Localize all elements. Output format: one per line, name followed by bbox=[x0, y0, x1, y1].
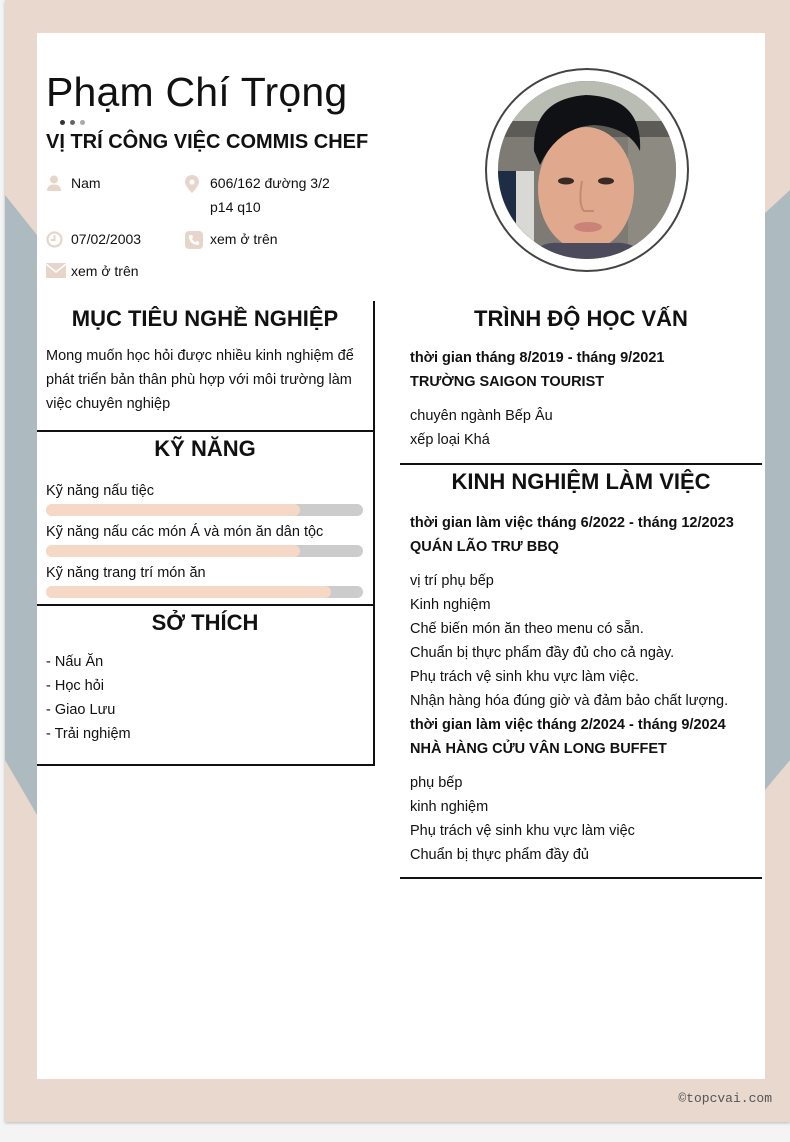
education-school: TRƯỜNG SAIGON TOURIST bbox=[410, 374, 605, 390]
objective-section bbox=[37, 301, 373, 430]
watermark: ©topcvai.com bbox=[678, 1091, 772, 1106]
avatar bbox=[498, 81, 676, 259]
divider bbox=[37, 764, 375, 766]
dot bbox=[80, 120, 85, 125]
education-title: TRÌNH ĐỘ HỌC VẤN bbox=[474, 306, 688, 331]
experience-title: KINH NGHIỆM LÀM VIỆC bbox=[451, 469, 711, 494]
candidate-name: Phạm Chí Trọng bbox=[46, 69, 348, 115]
hobby-item: - Giao Lưu bbox=[46, 702, 116, 718]
skill-progress-bar bbox=[46, 504, 363, 516]
cv-page bbox=[5, 0, 790, 1122]
decor-dots bbox=[60, 120, 85, 125]
contact-email bbox=[46, 259, 139, 283]
objective-title: MỤC TIÊU NGHỀ NGHIỆP bbox=[71, 306, 339, 331]
map-pin-icon bbox=[185, 171, 210, 219]
job-entry bbox=[400, 511, 762, 713]
hobby-item: - Nấu Ăn bbox=[46, 654, 104, 670]
cv-card bbox=[37, 33, 765, 1079]
hobby-item: - Học hỏi bbox=[46, 678, 105, 694]
job-detail: Chuẩn bị thực phẩm đầy đủ bbox=[410, 847, 589, 863]
phone-icon bbox=[185, 227, 210, 251]
education-section bbox=[400, 301, 762, 452]
phone-value: xem ở trên bbox=[210, 231, 278, 247]
skill-progress-fill bbox=[46, 545, 300, 557]
skill-progress-bar bbox=[46, 586, 363, 598]
job-period: thời gian làm việc tháng 2/2024 - tháng 9/2024 bbox=[410, 717, 726, 733]
job-entry bbox=[400, 713, 762, 867]
hobbies-section bbox=[37, 606, 373, 746]
job-detail: Kinh nghiệm bbox=[410, 597, 491, 613]
hobby-item: - Trải nghiệm bbox=[46, 726, 131, 742]
job-detail: phụ bếp bbox=[410, 775, 463, 791]
skill-label: Kỹ năng trang trí món ăn bbox=[46, 565, 206, 581]
education-detail: chuyên ngành Bếp Âu bbox=[410, 408, 553, 424]
skill-item bbox=[37, 481, 373, 516]
job-detail: Chế biến món ăn theo menu có sẵn. bbox=[410, 621, 644, 637]
job-detail: Chuẩn bị thực phẩm đầy đủ cho cả ngày. bbox=[410, 645, 675, 661]
dot bbox=[70, 120, 75, 125]
job-detail: kinh nghiệm bbox=[410, 799, 489, 815]
job-period: thời gian làm việc tháng 6/2022 - tháng 12/2023 bbox=[410, 515, 734, 531]
contact-phone bbox=[185, 227, 278, 251]
objective-text: Mong muốn học hỏi được nhiều kinh nghiệm để phát triển bản thân phù hợp với môi trường làm việc chuyên nghiệp bbox=[46, 348, 354, 412]
birthday-value: 07/02/2003 bbox=[71, 231, 142, 247]
skill-progress-bar bbox=[46, 545, 363, 557]
job-company: QUÁN LÃO TRƯ BBQ bbox=[410, 539, 559, 555]
skill-label: Kỹ năng nấu các món Á và món ăn dân tộc bbox=[46, 524, 324, 540]
job-detail: Phụ trách vệ sinh khu vực làm việc. bbox=[410, 669, 639, 685]
divider bbox=[400, 877, 762, 879]
job-detail: Nhận hàng hóa đúng giờ và đảm bảo chất lượng. bbox=[410, 693, 729, 709]
skill-progress-fill bbox=[46, 504, 300, 516]
email-value: xem ở trên bbox=[71, 263, 139, 279]
dot bbox=[60, 120, 65, 125]
job-title: VỊ TRÍ CÔNG VIỆC COMMIS CHEF bbox=[46, 131, 369, 153]
skill-item bbox=[37, 522, 373, 557]
contact-address bbox=[185, 171, 330, 219]
skills-title: KỸ NĂNG bbox=[154, 436, 256, 461]
right-column bbox=[400, 301, 762, 879]
clock-icon bbox=[46, 227, 71, 251]
avatar-frame bbox=[485, 68, 689, 272]
education-detail: xếp loại Khá bbox=[410, 432, 490, 448]
hobbies-title: SỞ THÍCH bbox=[151, 610, 259, 635]
contact-gender bbox=[46, 171, 101, 195]
job-detail: Phụ trách vệ sinh khu vực làm việc bbox=[410, 823, 635, 839]
envelope-icon bbox=[46, 259, 71, 283]
address-line-2: p14 q10 bbox=[210, 199, 261, 215]
skill-label: Kỹ năng nấu tiệc bbox=[46, 483, 155, 499]
skills-section bbox=[37, 432, 373, 598]
user-icon bbox=[46, 171, 71, 195]
skill-progress-fill bbox=[46, 586, 331, 598]
experience-section bbox=[400, 465, 762, 867]
gender-value: Nam bbox=[71, 175, 101, 191]
job-company: NHÀ HÀNG CỬU VÂN LONG BUFFET bbox=[410, 741, 667, 757]
education-period: thời gian tháng 8/2019 - tháng 9/2021 bbox=[410, 350, 665, 366]
job-detail: vị trí phụ bếp bbox=[410, 573, 494, 589]
address-line-1: 606/162 đường 3/2 bbox=[210, 175, 330, 191]
skill-item bbox=[37, 563, 373, 598]
contact-birthday bbox=[46, 227, 141, 251]
left-column bbox=[37, 301, 375, 766]
